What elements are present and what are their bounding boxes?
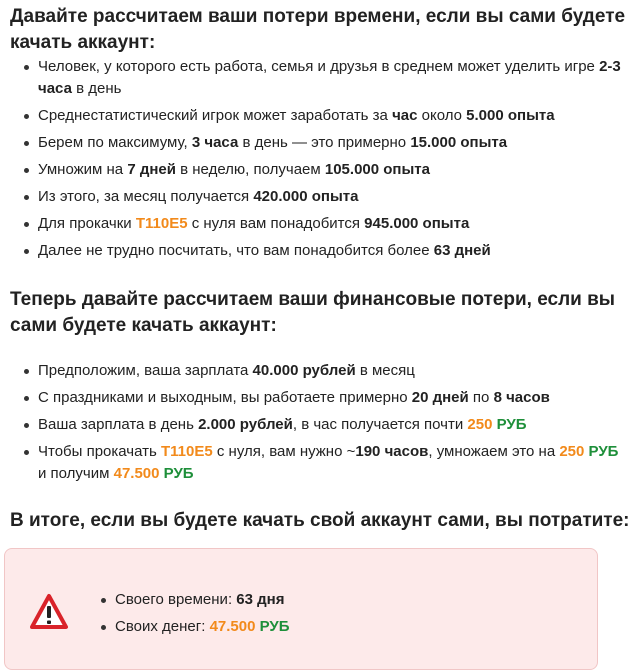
- finance-loss-list: [20, 360, 630, 490]
- list-item: Из этого, за месяц получается 420.000 опыта: [20, 186, 630, 208]
- summary-list: [97, 589, 577, 643]
- finance-loss-heading: Теперь давайте рассчитаем ваши финансовые потери, если вы сами будете качать аккаунт:: [10, 289, 616, 336]
- list-item: Для прокачки T110E5 с нуля вам понадобится 945.000 опыта: [20, 213, 630, 235]
- time-loss-list: [20, 56, 630, 267]
- list-item: Ваша зарплата в день 2.000 рублей, в час получается почти 250 РУБ: [20, 414, 630, 436]
- time-loss-heading: Давайте рассчитаем ваши потери времени, если вы сами будете качать аккаунт:: [10, 6, 626, 53]
- summary-heading: В итоге, если вы будете качать свой аккаунт сами, вы потратите:: [10, 510, 630, 531]
- list-item: Далее не трудно посчитать, что вам понадобится более 63 дней: [20, 240, 630, 262]
- list-item: Своего времени: 63 дня: [97, 589, 577, 611]
- list-item: Среднестатистический игрок может заработать за час около 5.000 опыта: [20, 105, 630, 127]
- summary-box: [4, 548, 598, 670]
- list-item: Умножим на 7 дней в неделю, получаем 105.000 опыта: [20, 159, 630, 181]
- list-item: С праздниками и выходным, вы работаете примерно 20 дней по 8 часов: [20, 387, 630, 409]
- warning-triangle-icon: [29, 593, 69, 631]
- list-item: Человек, у которого есть работа, семья и друзья в среднем может уделить игре 2-3 часа в день: [20, 56, 630, 100]
- list-item: Предположим, ваша зарплата 40.000 рублей в месяц: [20, 360, 630, 382]
- list-item: Чтобы прокачать T110E5 с нуля, вам нужно ~190 часов, умножаем это на 250 РУБ и получим 47.500 РУБ: [20, 441, 630, 485]
- list-item: Своих денег: 47.500 РУБ: [97, 616, 577, 638]
- list-item: Берем по максимуму, 3 часа в день — это примерно 15.000 опыта: [20, 132, 630, 154]
